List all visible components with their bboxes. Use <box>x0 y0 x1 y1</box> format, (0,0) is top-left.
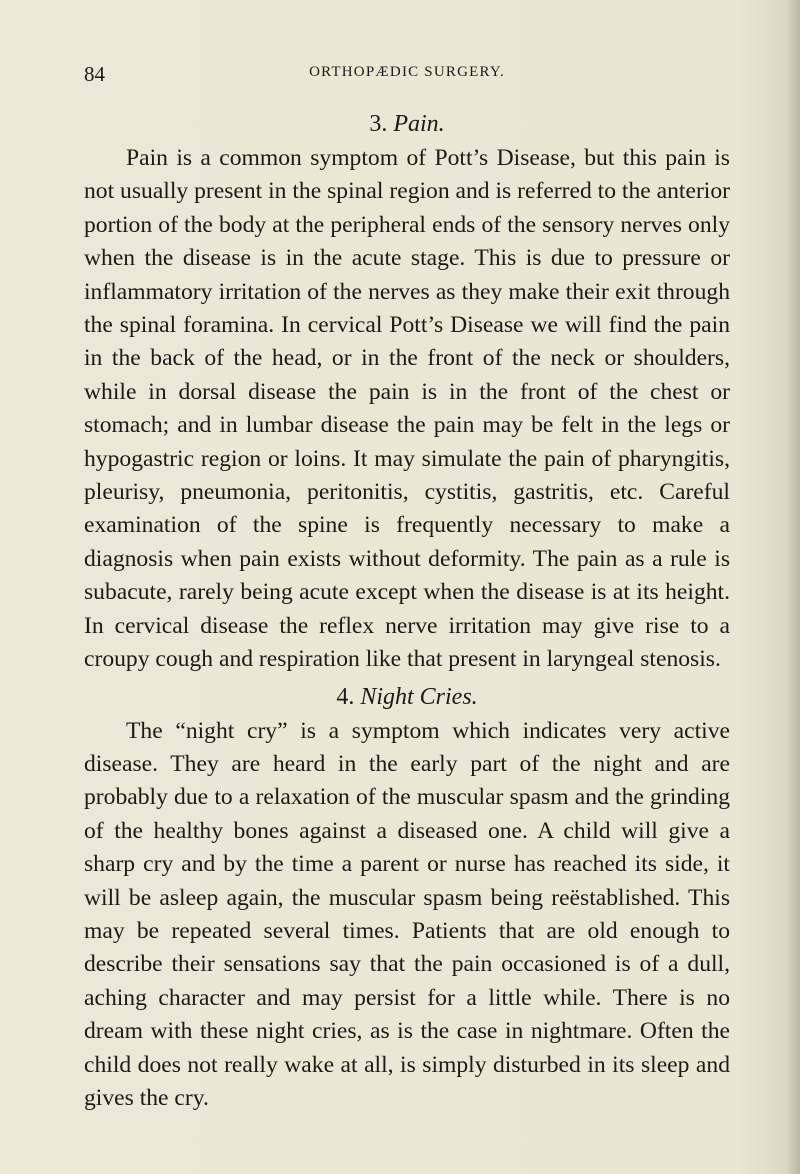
paragraph-pain: Pain is a common symptom of Pott’s Disease, but this pain is not usually present in the spinal region and is referred to the anterior portion of the body at the peripheral ends of the sensory nerves only when the disease is in the acute stage. This is due to pressure or inflammatory irritation of the nerves as they make their exit through the spinal foramina. In cervical Pott’s Disease we will find the pain in the back of the head, or in the front of the neck or shoulders, while in dorsal disease the pain is in the front of the chest or stomach; and in lumbar disease the pain may be felt in the legs or hypogastric region or loins. It may simulate the pain of pharyngitis, pleurisy, pneumonia, peritonitis, cystitis, gastritis, etc. Careful examination of the spine is frequently necessary to make a diagnosis when pain exists without deformity. The pain as a rule is subacute, rarely being acute except when the disease is at its height. In cervical disease the reflex nerve irritation may give rise to a croupy cough and respiration like that present in laryngeal stenosis. <box>84 145 731 673</box>
section-number: 4. <box>336 683 355 710</box>
page-header <box>84 62 730 88</box>
running-head: ORTHOPÆDIC SURGERY. <box>309 64 505 80</box>
page-number: 84 <box>84 62 105 86</box>
section-number: 3. <box>369 111 388 137</box>
section-heading-pain <box>84 108 730 140</box>
paragraph-night-cries: The “night cry” is a symptom which indicates very active disease. They are heard in the early part of the night and are probably due to a relaxation of the muscular spasm and the grinding of the healthy bones against a diseased one. A child will give a sharp cry and by the time a parent or nurse has reached its side, it will be asleep again, the muscular spasm being reëstablished. This may be repeated several times. Patients that are old enough to describe their sensations say that the pain occasioned is of a dull, aching character and may persist for a little while. There is no dream with these night cries, as is the case in nightmare. Often the child does not really wake at all, is simply disturbed in its sleep and gives the cry. <box>84 717 730 1111</box>
section-title: Night Cries. <box>360 683 478 710</box>
section-title: Pain. <box>393 111 445 137</box>
text-block <box>84 108 730 1119</box>
page-edge-shadow <box>786 0 800 1174</box>
section-heading-night-cries <box>84 681 730 713</box>
